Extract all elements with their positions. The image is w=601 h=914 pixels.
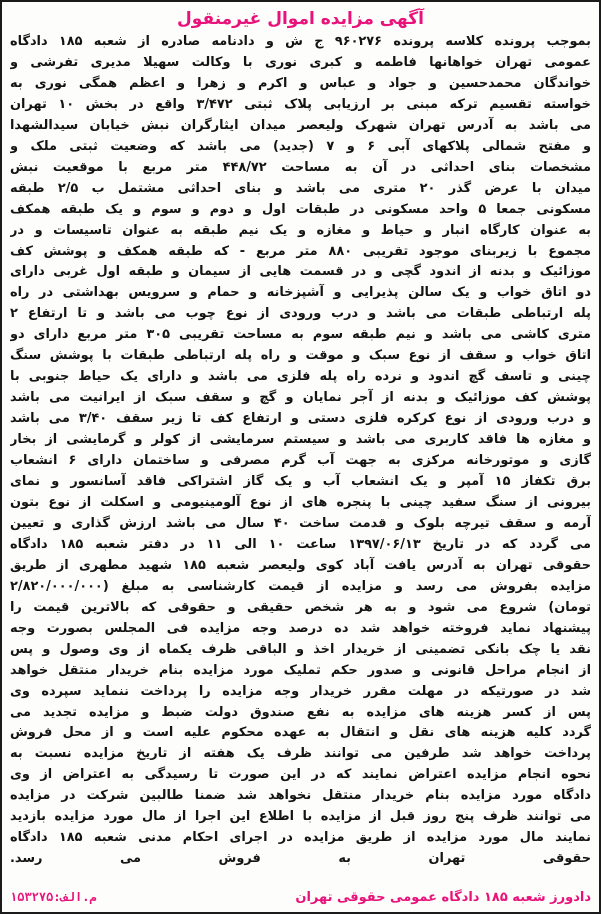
notice-line: چینی و تاسف گچ اندود و نرده راه پله فلزی می باشد و دارای یک حیاط جنوبی با	[10, 369, 591, 385]
notice-line: آرمه و سقف تیرچه بلوک و قدمت ساخت ۴۰ سال می باشد ارزش گذاری و تعیین	[10, 515, 591, 531]
notice-line: گازی و موتورخانه مرکزی به جهت آب گرم مصرفی و ساختمان دارای ۶ انشعاب	[10, 453, 591, 469]
notice-line: خواسته تقسیم ترکه مبنی بر ارزیابی پلاک ثبتی ۳/۴۷۲ واقع در بخش ۱۰ تهران	[10, 96, 591, 112]
notice-footer	[10, 886, 591, 908]
notice-line: مسکونی جمعا ۵ واحد مسکونی در طبقات اول و دوم و سوم و یک طبقه همکف	[10, 201, 591, 217]
notice-line: و مغازه ها فاقد کاربری می باشد و سیستم سرمایشی از کولر و گرمایشی از بخار	[10, 432, 591, 448]
notice-line: مجموع با زیربنای موجود تقریبی ۸۸۰ متر مربع - که طبقه همکف و پوشش کف	[10, 243, 591, 259]
notice-line: تومان) شروع می شود و به هر شخص حقیقی و حقوقی که بالاترین قیمت را	[10, 599, 591, 615]
reference-code: م.الف:۱۵۳۲۷۵	[10, 890, 97, 904]
notice-line: به عنوان کارگاه انبار و حیاط و مغازه و یک نیم طبقه به عنوان تاسیسات و در	[10, 222, 591, 238]
notice-line: دادگاه مورد مزایده بنام خریدار منتقل نخواهد شد ضمنا طالبین شرکت در مزایده	[10, 788, 591, 804]
notice-line: مزایده بفروش می رسد و مزایده از قیمت کارشناسی به مبلغ (۲/۸۲۰/۰۰۰/۰۰۰	[10, 578, 591, 594]
notice-line: مشخصات بنای احداثی در آن به مساحت ۴۴۸/۷۲ متر مربع با موقعیت نبش	[10, 159, 591, 175]
notice-line: موزائیک و بدنه از اندود گچی و در قسمت هایی از سیمان و طبقه اول غربی دارای	[10, 264, 591, 280]
notice-line: نقد یا چک بانکی تضمینی از خریدار اخذ و الباقی ظرف یکماه از وی وصول و پس	[10, 641, 591, 657]
notice-line: حقوقی تهران به فروش می رسد.	[10, 851, 591, 867]
notice-line: می توانند ظرف پنج روز قبل از مزایده با اطلاع این اجرا از مال مورد مزایده بازدید	[10, 809, 591, 825]
notice-body	[10, 32, 591, 870]
notice-line: گردد کلیه هزینه های نقل و انتقال به عهده محکوم علیه است و از محل فروش	[10, 725, 591, 741]
notice-line: میدان با عرض گذر ۲۰ متری می باشد و بنای احداثی مشتمل ب ۲/۵ طبقه	[10, 180, 591, 196]
notice-line: دو اتاق خواب و یک سالن پذیرایی و آشپزخانه و حمام و سرویس بهداشتی در راه	[10, 285, 591, 301]
court-signature: دادورز شعبه ۱۸۵ دادگاه عمومی حقوقی تهران	[295, 889, 591, 905]
notice-line: بموجب پرونده کلاسه پرونده ۹۶۰۲۷۶ ج ش و دادنامه صادره از شعبه ۱۸۵ دادگاه	[10, 34, 591, 49]
notice-line: حقوقی تهران به آدرس یافت آباد کوی ولیعصر شعبه ۱۸۵ شهید مطهری از طریق	[10, 557, 591, 573]
notice-line: بیرونی از سنگ سفید چینی با پنجره های از نوع آلومینیومی و اسکلت از نوع بتون	[10, 494, 591, 510]
notice-line: پیشنهاد نماید فروخته خواهد شد ده درصد وجه مزایده فی المجلس بصورت وجه	[10, 620, 591, 636]
notice-line: پوشش کف موزائیک و بدنه از آجر نمایان و گچ و سقف سبک از ایرانیت می باشد	[10, 390, 591, 406]
notice-line: نمایند مال مورد مزایده از طریق مزایده در اجرای احکام مدنی شعبه ۱۸۵ دادگاه	[10, 830, 591, 846]
notice-line: و درب ورودی از نوع کرکره فلزی دستی و ارتفاع کف تا زیر سقف ۳/۴۰ می باشد	[10, 411, 591, 427]
notice-line: از انجام مراحل قانونی و صدور حکم تملیک مورد مزایده بنام خریدار منتقل خواهد	[10, 662, 591, 678]
notice-line: خواندگان محمدحسین و جواد و عباس و اکرم و زهرا و اعظم همگی نوری به	[10, 75, 591, 91]
notice-line: عمومی تهران خواهانها فاطمه و کبری نوری با وکالت سهیلا مدیری تفرشی و	[10, 54, 591, 70]
notice-line: برق تکفاز ۱۵ آمپر و یک انشعاب آب و یک گاز اشتراکی فاقد آسانسور و نمای	[10, 474, 591, 490]
notice-line: متری کاشی می باشد و نیم طبقه سوم به مساحت تقریبی ۳۰۵ متر مربع دارای دو	[10, 327, 591, 343]
notice-line: نحوه انجام مزایده اعتراض نمایند که در این صورت تا رسیدگی به اعتراض از وی	[10, 767, 591, 783]
notice-title: آگهی مزایده اموال غیرمنقول	[177, 9, 424, 29]
notice-line: و مفتح شمالی پلاکهای آبی ۶ و ۷ (جدید) می باشد که وضعیت ثبتی ملک و	[10, 138, 591, 154]
notice-line: پس از کسر هزینه های مزایده به نفع صندوق دولت ضبط و مزایده تجدید می	[10, 704, 591, 720]
notice-line: پرداخت خواهد شد طرفین می توانند ظرف یک هفته از تاریخ مزایده نسبت به	[10, 746, 591, 762]
notice-line: می باشد به آدرس تهران شهرک ولیعصر میدان ایثارگران نبش خیابان سیدالشهدا	[10, 117, 591, 133]
notice-line: اتاق خواب و سقف از نوع سبک و موقت و راه پله ارتباطی طبقات با پوشش سنگ	[10, 348, 591, 364]
notice-line: شد در صورتیکه در مهلت مقرر خریدار وجه مزایده را پرداخت ننماید سپرده وی	[10, 683, 591, 699]
notice-line: پله ارتباطی طبقات می باشد و درب ورودی از نوع چوب می باشد و تا ارتفاع ۲	[10, 306, 591, 322]
notice-line: می گردد که در تاریخ ۱۳۹۷/۰۶/۱۳ ساعت ۱۰ الی ۱۱ در دفتر شعبه ۱۸۵ دادگاه	[10, 536, 591, 552]
